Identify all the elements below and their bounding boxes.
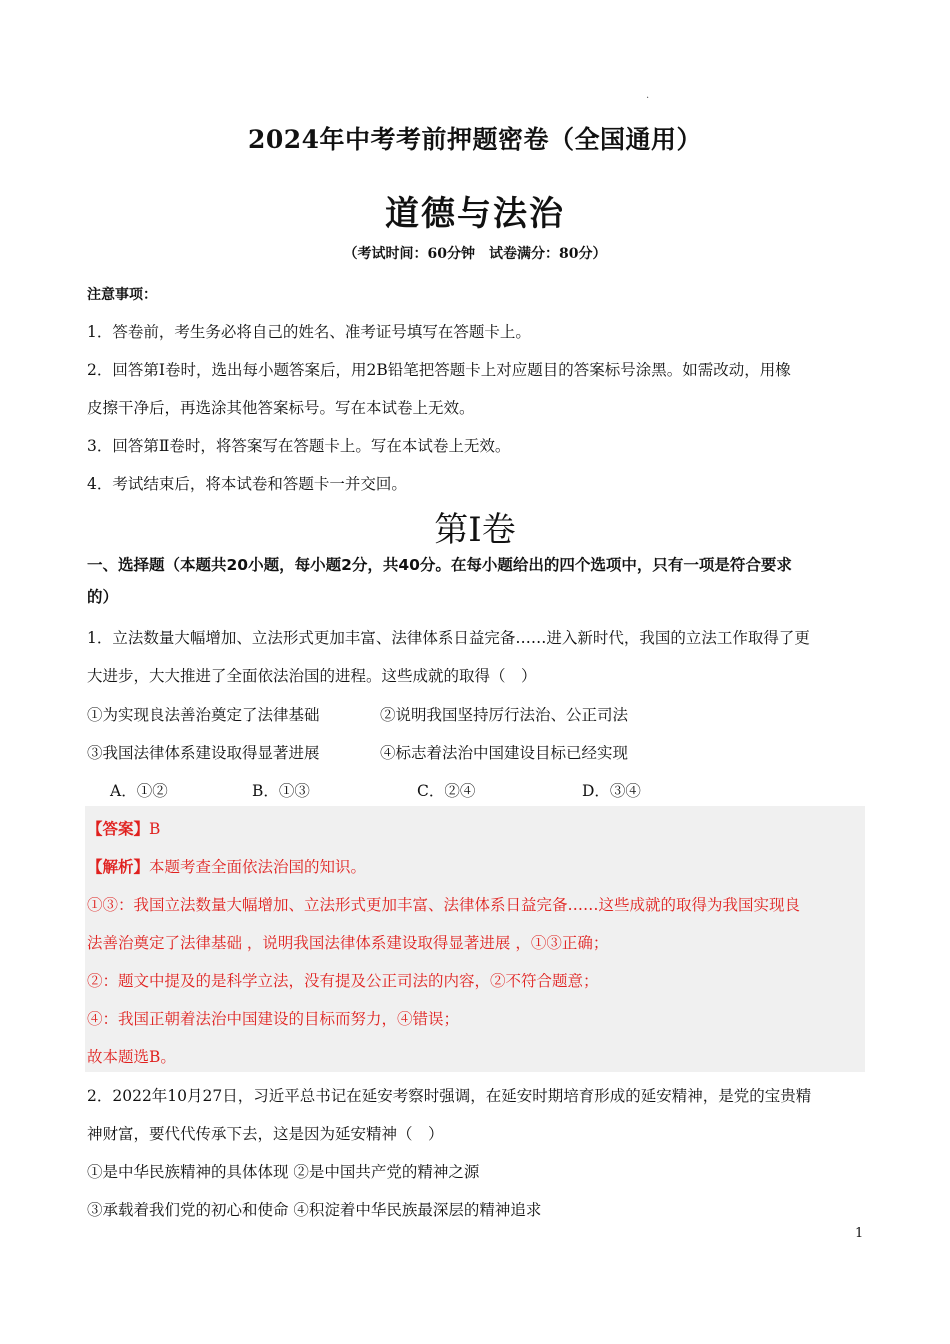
question-2-stem: 2．2022年10月27日，习近平总书记在延安考察时强调，在延安时期培育形成的延安精神，是党的宝贵精 <box>87 1087 812 1105</box>
analysis-detail-2: ②：题文中提及的是科学立法，没有提及公正司法的内容，②不符合题意； <box>87 972 599 990</box>
question-1-statement-3: ③我国法律体系建设取得显著进展 <box>87 744 320 762</box>
answer-line <box>87 817 160 839</box>
answer-value: B <box>149 820 161 838</box>
exam-info: （考试时间：60分钟 试卷满分：80分） <box>343 246 607 262</box>
paper-title: 2024年中考考前押题密卷（全国通用） <box>247 125 703 154</box>
answer-tag: 【答案】 <box>87 819 150 838</box>
notice-item-2-cont: 皮擦干净后，再选涂其他答案标号。写在本试卷上无效。 <box>87 399 475 417</box>
notice-item-3: 3．回答第Ⅱ卷时，将答案写在答题卡上。写在本试卷上无效。 <box>87 437 511 455</box>
question-1-statement-1: ①为实现良法善治奠定了法律基础 <box>87 706 320 724</box>
question-1-stem-cont: 大进步，大大推进了全面依法治国的进程。这些成就的取得（ ） <box>87 667 537 685</box>
page-number: 1 <box>855 1226 864 1241</box>
analysis-detail-1-cont: 法善治奠定了法律基础 ，说明我国法律体系建设取得显著进展 ，①③正确； <box>87 934 609 952</box>
question-1-statement-2: ②说明我国坚持厉行法治、公正司法 <box>380 706 629 724</box>
section-heading-cont: 的） <box>87 588 119 606</box>
question-1-option-c: C．②④ <box>417 782 476 800</box>
analysis-intro: 本题考查全面依法治国的知识。 <box>149 858 367 876</box>
subject-title: 道德与法治 <box>385 194 565 234</box>
question-1-option-d: D．③④ <box>582 782 641 800</box>
section-heading: 一、选择题（本题共20小题，每小题2分，共40分。在每小题给出的四个选项中，只有一项是符合要求 <box>87 556 792 574</box>
question-2-stem-cont: 神财富，要代代传承下去，这是因为延安精神（ ） <box>87 1125 444 1143</box>
analysis-tag: 【解析】 <box>87 857 150 876</box>
question-2-statements-1: ①是中华民族精神的具体体现 ②是中国共产党的精神之源 <box>87 1163 480 1181</box>
analysis-line <box>87 855 366 877</box>
question-1-option-b: B．①③ <box>252 782 310 800</box>
stray-dot: . <box>646 90 650 101</box>
analysis-conclusion: 故本题选B。 <box>87 1048 176 1066</box>
question-1-statement-4: ④标志着法治中国建设目标已经实现 <box>380 744 629 762</box>
question-1-option-a: A．①② <box>110 782 168 800</box>
question-1-stem: 1．立法数量大幅增加、立法形式更加丰富、法律体系日益完备……进入新时代，我国的立法工作取得了更 <box>87 629 810 647</box>
analysis-detail-1: ①③：我国立法数量大幅增加、立法形式更加丰富、法律体系日益完备……这些成就的取得为我国实现良 <box>87 896 801 914</box>
notice-item-2: 2．回答第Ⅰ卷时，选出每小题答案后，用2B铅笔把答题卡上对应题目的答案标号涂黑。如需改动，用橡 <box>87 361 791 379</box>
notice-item-4: 4．考试结束后，将本试卷和答题卡一并交回。 <box>87 475 407 493</box>
volume-title: 第Ⅰ卷 <box>434 510 516 550</box>
question-2-statements-2: ③承载着我们党的初心和使命 ④积淀着中华民族最深层的精神追求 <box>87 1201 542 1219</box>
notice-heading: 注意事项： <box>87 287 157 303</box>
analysis-detail-3: ④：我国正朝着法治中国建设的目标而努力，④错误； <box>87 1010 460 1028</box>
notice-item-1: 1．答卷前，考生务必将自己的姓名、准考证号填写在答题卡上。 <box>87 323 531 341</box>
